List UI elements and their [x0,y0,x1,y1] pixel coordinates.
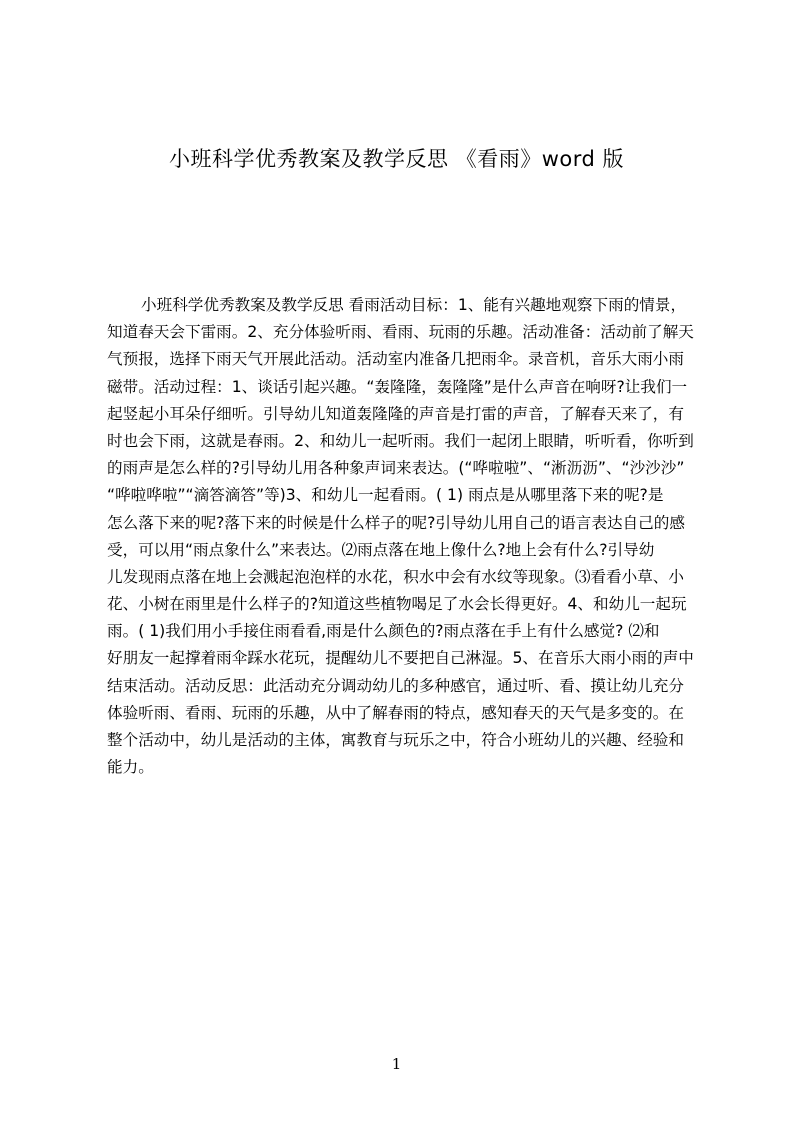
body-line: 雨。( 1)我们用小手接住雨看看,雨是什么颜色的?雨点落在手上有什么感觉? ⑵和 [107,622,660,641]
body-line: 知道春天会下雷雨。2、充分体验听雨、看雨、玩雨的乐趣。活动准备：活动前了解天 [107,323,694,342]
body-line: 气预报，选择下雨天气开展此活动。活动室内准备几把雨伞。录音机，音乐大雨小雨 [107,350,684,369]
body-line: 好朋友一起撑着雨伞踩水花玩，提醒幼儿不要把自己淋湿。5、在音乐大雨小雨的声中 [107,649,694,668]
body-line: 的雨声是怎么样的?引导幼儿用各种象声词来表达。(“哗啦啦”、“淅沥沥”、“沙沙沙” [107,459,685,478]
body-line: 时也会下雨，这就是春雨。2、和幼儿一起听雨。我们一起闭上眼睛，听听看，你听到 [107,431,694,450]
body-line: 起竖起小耳朵仔细听。引导幼儿知道轰隆隆的声音是打雷的声音，了解春天来了，有 [107,404,684,423]
body-line: 整个活动中，幼儿是活动的主体，寓教育与玩乐之中，符合小班幼儿的兴趣、经验和 [107,731,684,749]
body-line: 体验听雨、看雨、玩雨的乐趣，从中了解春雨的特点，感知春天的天气是多变的。在 [107,703,684,722]
body-line: 能力。 [107,758,154,777]
body-line: 儿发现雨点落在地上会溅起泡泡样的水花，积水中会有水纹等现象。⑶看看小草、小 [107,567,684,586]
body-line: 怎么落下来的呢?落下来的时候是什么样子的呢?引导幼儿用自己的语言表达自己的感 [107,513,685,532]
body-line: 小班科学优秀教案及教学反思 看雨活动目标：1、能有兴趣地观察下雨的情景， [141,296,687,314]
document-body [107,292,697,781]
body-line: 结束活动。活动反思：此活动充分调动幼儿的多种感官，通过听、看、摸让幼儿充分 [107,676,684,695]
body-line: 花、小树在雨里是什么样子的?知道这些植物喝足了水会长得更好。4、和幼儿一起玩 [107,595,687,614]
body-line: 磁带。活动过程：1、谈话引起兴趣。“轰隆隆，轰隆隆”是什么声音在响呀?让我们一 [107,377,688,396]
document-title: 小班科学优秀教案及教学反思 《看雨》word 版 [169,147,624,171]
body-line: 受，可以用“雨点象什么”来表达。⑵雨点落在地上像什么?地上会有什么?引导幼 [107,540,655,559]
body-line: “哗啦哗啦”“滴答滴答”等)3、和幼儿一起看雨。( 1) 雨点是从哪里落下来的呢?是 [107,486,664,505]
page-number: 1 [391,1055,402,1073]
